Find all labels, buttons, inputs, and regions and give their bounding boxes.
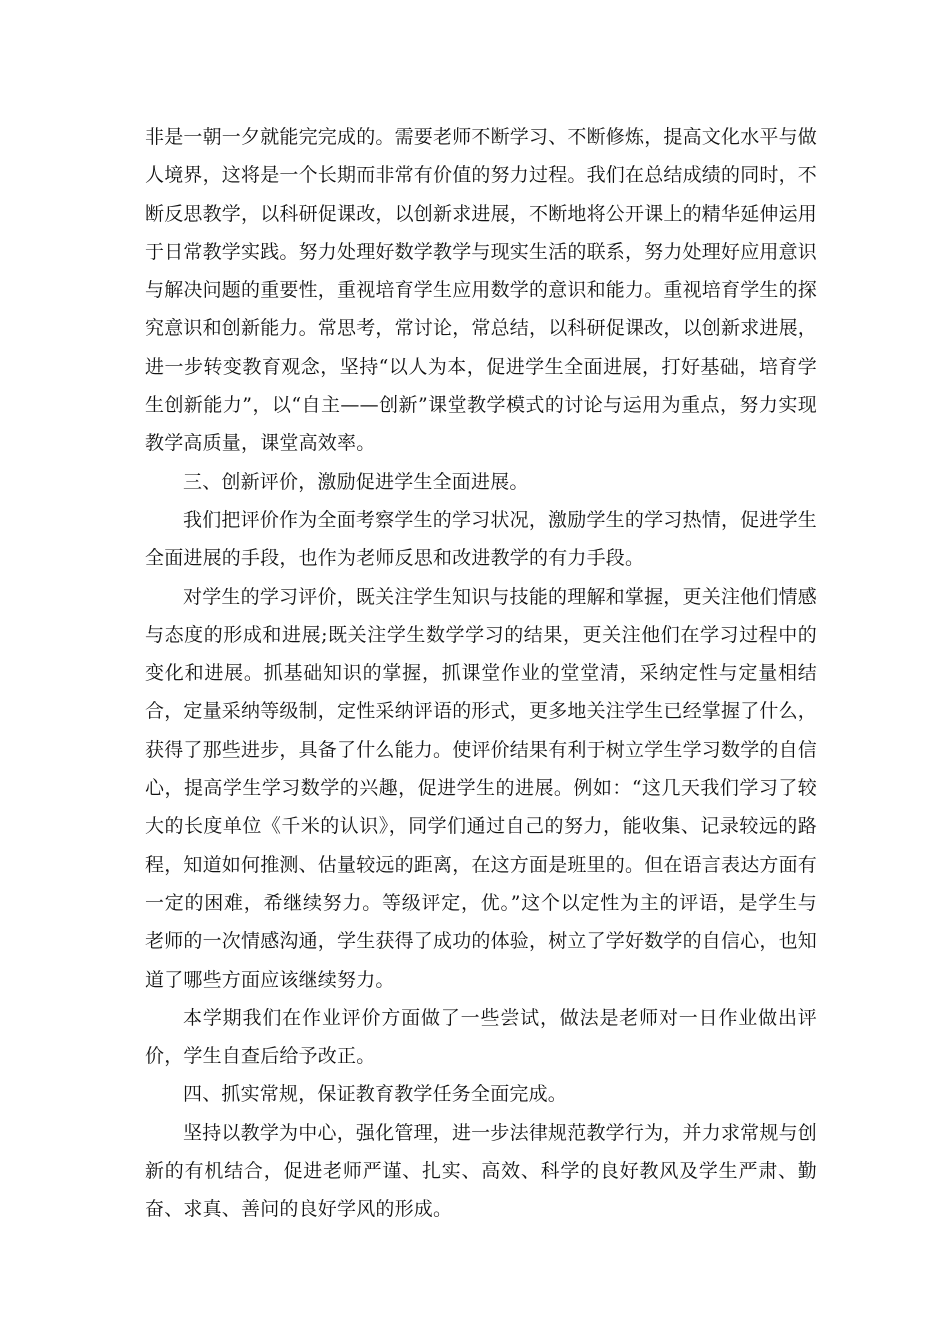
section-heading-4: 四、抓实常规，保证教育教学任务全面完成。 [183, 1083, 568, 1106]
document-body [145, 118, 817, 1229]
paragraph-3: 我们把评价作为全面考察学生的学习状况，激励学生的学习热情，促进学生全面进展的手段，也作为老师反思和改进教学的有力手段。 [145, 508, 817, 570]
paragraph-1: 非是一朝一夕就能完完成的。需要老师不断学习、不断修炼，提高文化水平与做人境界，这将是一个长期而非常有价值的努力过程。我们在总结成绩的同时，不断反思教学，以科研促课改，以创新求进展，不断地将公开课上的精华延伸运用于日常教学实践。努力处理好数学教学与现实生活的联系，努力处理好应用意识与解决问题的重要性，重视培育学生应用数学的意识和能力。重视培育学生的探究意识和创新能力。常思考，常讨论，常总结，以科研促课改，以创新求进展，进一步转变教育观念，坚持“以人为本，促进学生全面进展，打好基础，培育学生创新能力”，以“自主——创新”课堂教学模式的讨论与运用为重点，努力实现教学高质量，课堂高效率。 [145, 126, 818, 455]
paragraph-4: 对学生的学习评价，既关注学生知识与技能的理解和掌握，更关注他们情感与态度的形成和进展;既关注学生数学学习的结果，更关注他们在学习过程中的变化和进展。抓基础知识的掌握，抓课堂作业的堂堂清，采纳定性与定量相结合，定量采纳等级制，定性采纳评语的形式，更多地关注学生已经掌握了什么，获得了那些进步，具备了什么能力。使评价结果有利于树立学生学习数学的自信心，提高学生学习数学的兴趣，促进学生的进展。例如：“这几天我们学习了较大的长度单位《千米的认识》，同学们通过自己的努力，能收集、记录较远的路程，知道如何推测、估量较远的距离，在这方面是班里的。但在语言表达方面有一定的困难，希继续努力。等级评定，优。”这个以定性为主的评语，是学生与老师的一次情感沟通，学生获得了成功的体验，树立了学好数学的自信心，也知道了哪些方面应该继续努力。 [145, 585, 818, 991]
section-heading-3: 三、创新评价，激励促进学生全面进展。 [183, 470, 529, 493]
paragraph-5: 本学期我们在作业评价方面做了一些尝试，做法是老师对一日作业做出评价，学生自查后给予改正。 [145, 1006, 817, 1068]
paragraph-7: 坚持以教学为中心，强化管理，进一步法律规范教学行为，并力求常规与创新的有机结合，促进老师严谨、扎实、高效、科学的良好教风及学生严肃、勤奋、求真、善问的良好学风的形成。 [145, 1121, 817, 1221]
